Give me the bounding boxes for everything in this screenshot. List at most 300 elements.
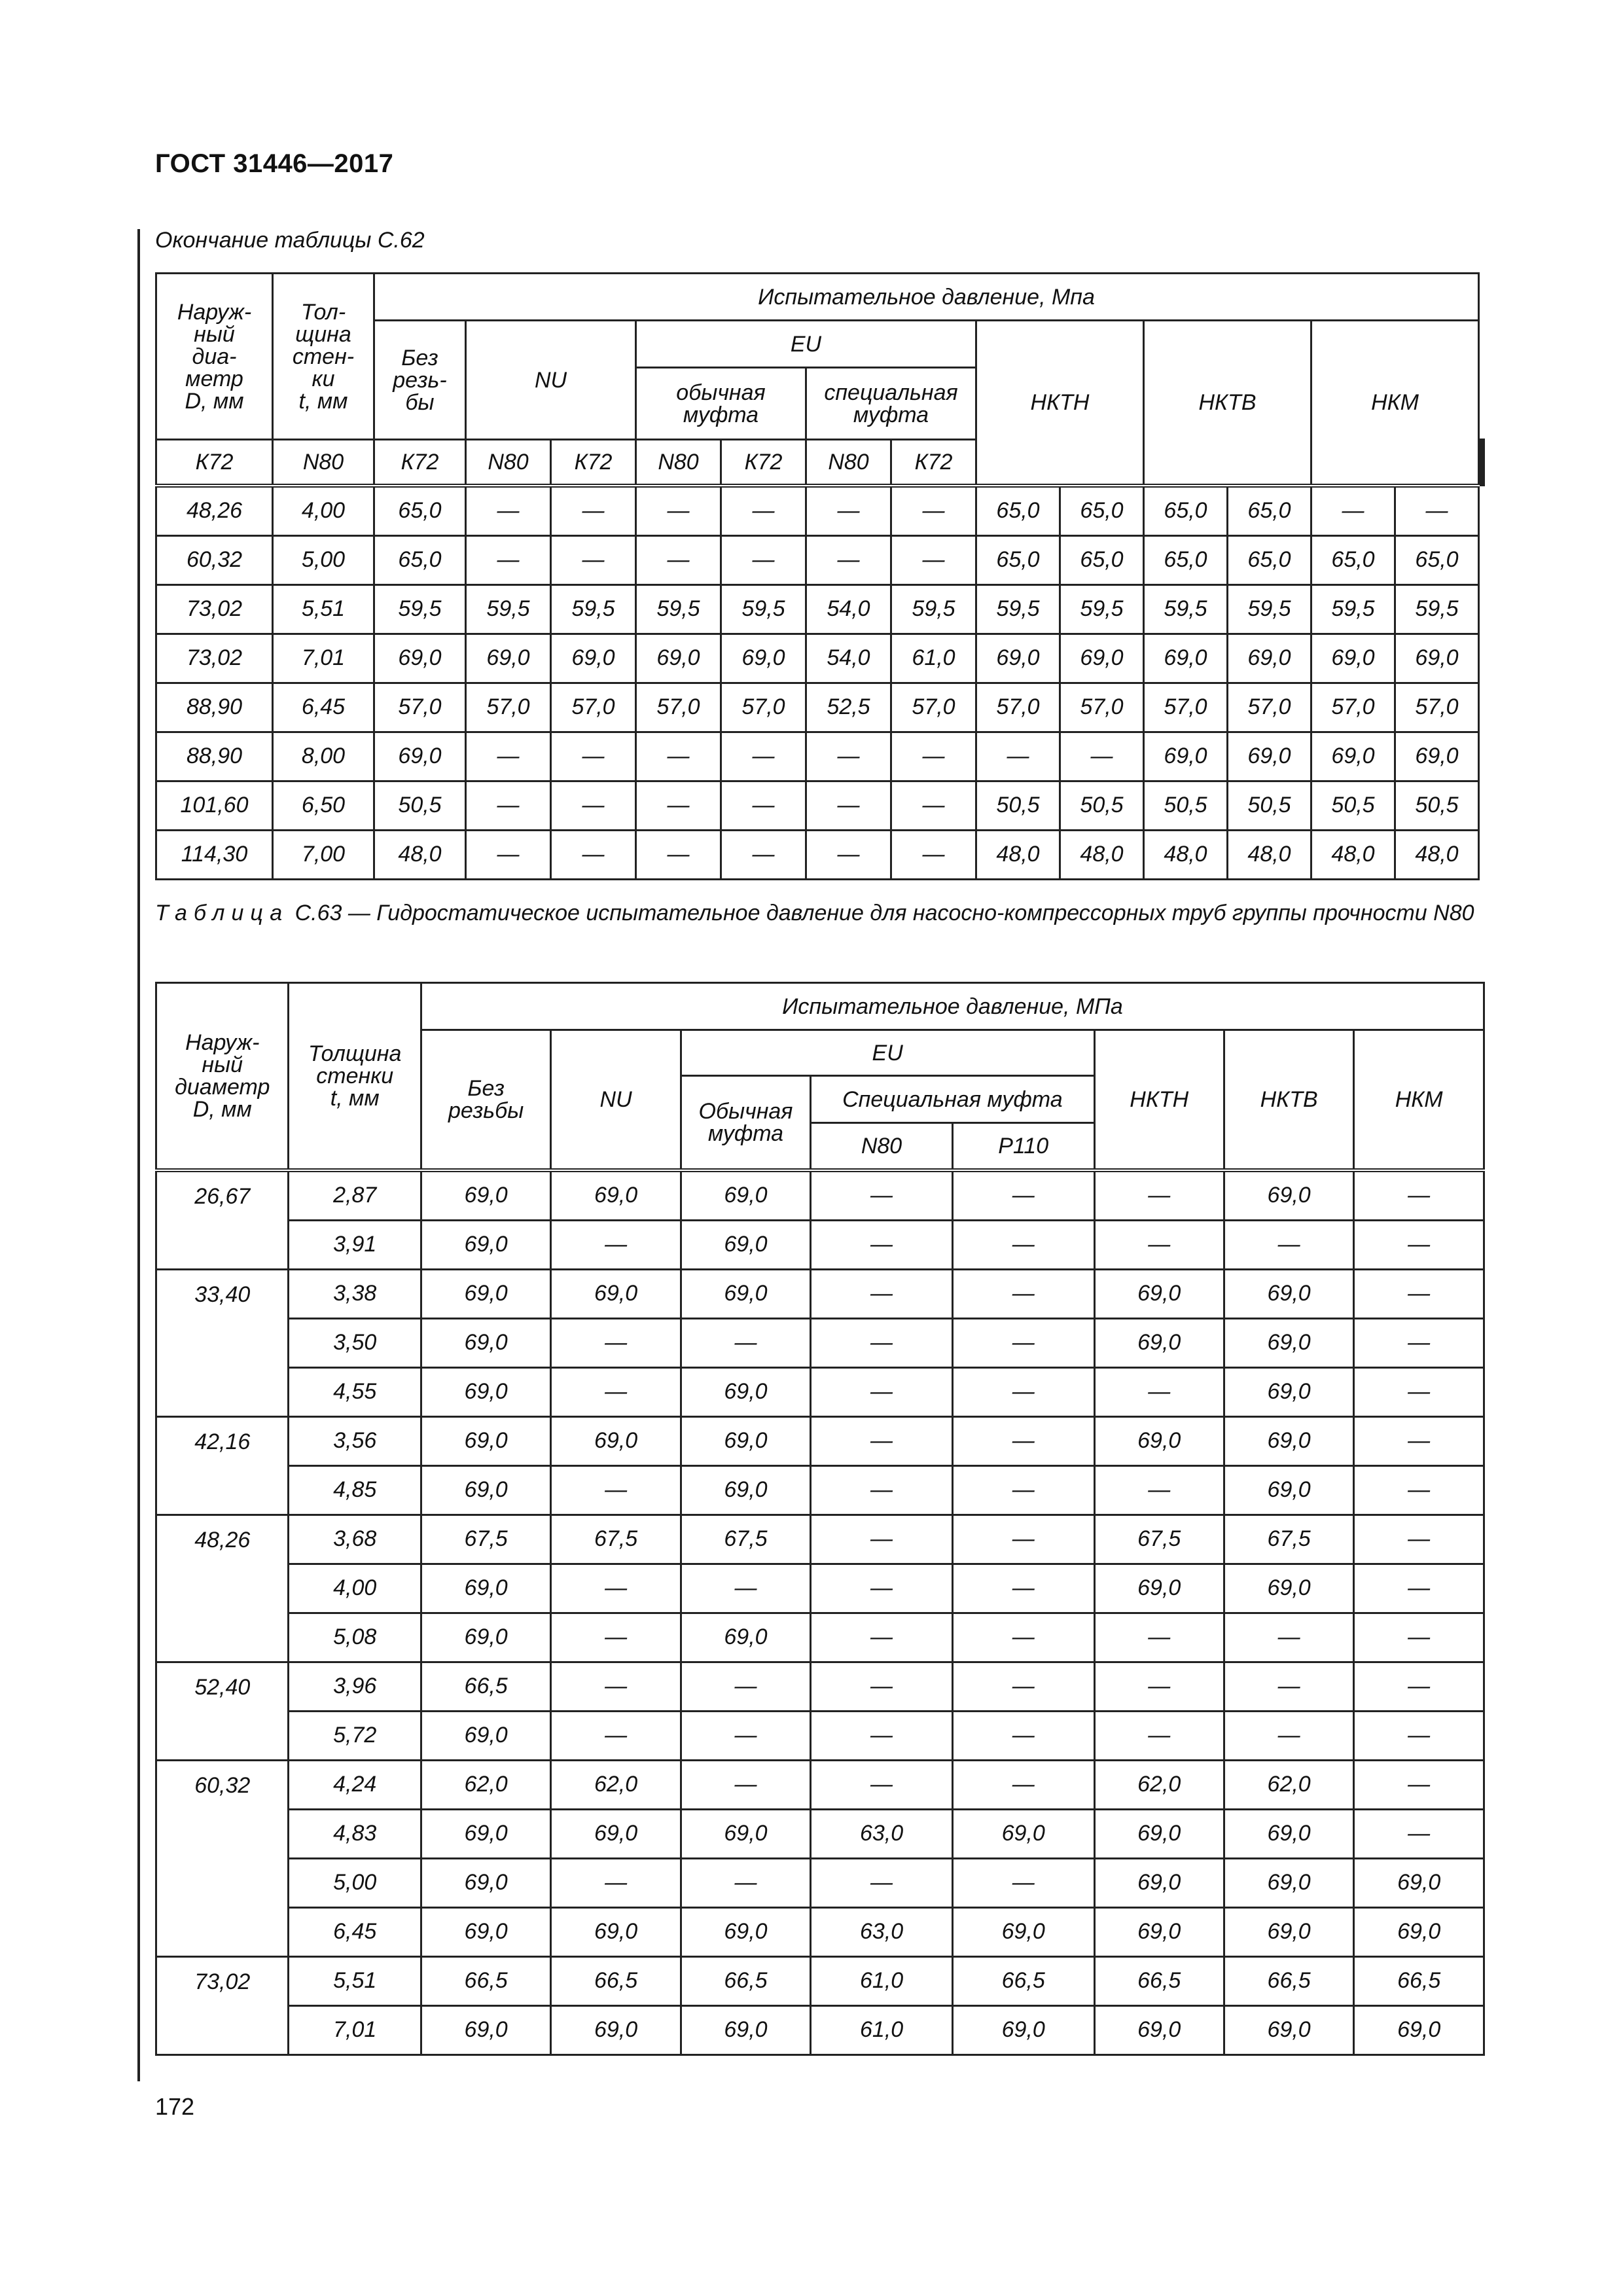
table-cell: 65,0 (374, 486, 466, 536)
table-cell: 48,0 (1228, 830, 1311, 879)
table-c63-body (156, 1170, 1484, 2055)
table-cell: 69,0 (1094, 1907, 1224, 1956)
table-cell: 69,0 (421, 1269, 550, 1318)
table-cell: — (952, 1416, 1094, 1465)
table-cell: 69,0 (681, 2005, 810, 2054)
table-cell: — (952, 1711, 1094, 1760)
table-row (156, 683, 1484, 732)
table-cell: 69,0 (1094, 1318, 1224, 1367)
table-cell: — (466, 486, 551, 536)
table-cell: 101,60 (156, 781, 273, 830)
table-cell: 69,0 (681, 1907, 810, 1956)
table-cell: — (551, 1220, 681, 1269)
header-grade-cell: N80 (806, 440, 891, 486)
table-cell: 5,08 (289, 1613, 421, 1662)
table-cell: — (1094, 1367, 1224, 1416)
table-cell: — (1094, 1662, 1224, 1711)
table-cell: 69,0 (1311, 634, 1395, 683)
table-cell: 4,00 (289, 1564, 421, 1613)
table-cell: 5,00 (273, 535, 374, 584)
table-cell: 50,5 (976, 781, 1060, 830)
table-cell: — (551, 535, 636, 584)
caption-text: С.63 — Гидростатическое испытательное давление для насосно-компрессорных труб группы прочности N80 (289, 901, 1474, 925)
table-cell: 48,26 (156, 486, 273, 536)
table-cell: 3,38 (289, 1269, 421, 1318)
header-special-p110: P110 (952, 1123, 1094, 1170)
table-cell: — (1354, 1515, 1484, 1564)
table-cell: 69,0 (681, 1170, 810, 1221)
table-cell: 57,0 (1395, 683, 1479, 732)
table-cell: — (636, 781, 721, 830)
table-row (156, 535, 1484, 584)
table-cell: 66,5 (421, 1956, 550, 2005)
table-row (156, 584, 1484, 634)
table-c62-body (156, 486, 1484, 880)
table-row (156, 1564, 1484, 1613)
table-cell: 65,0 (976, 486, 1060, 536)
table-cell: 59,5 (976, 584, 1060, 634)
table-cell: 69,0 (1311, 732, 1395, 781)
table-cell: — (551, 1465, 681, 1515)
table-cell: — (811, 1318, 953, 1367)
header-grade-cell: N80 (466, 440, 551, 486)
header-nktn: НКТН (1094, 1030, 1224, 1170)
table-cell: 69,0 (1228, 634, 1311, 683)
table-cell: 69,0 (421, 1465, 550, 1515)
table-cell: — (1354, 1711, 1484, 1760)
table-cell: 69,0 (681, 1367, 810, 1416)
table-cell: 69,0 (681, 1220, 810, 1269)
table-cell: 4,83 (289, 1809, 421, 1858)
header-test-pressure: Испытательное давление, МПа (421, 983, 1484, 1030)
table-cell: — (806, 830, 891, 879)
table-row (156, 1613, 1484, 1662)
table-cell: 114,30 (156, 830, 273, 879)
table-cell: — (952, 1318, 1094, 1367)
table-cell: 66,5 (952, 1956, 1094, 2005)
table-row (156, 1170, 1484, 1221)
table-cell: 57,0 (636, 683, 721, 732)
table-cell: — (952, 1760, 1094, 1809)
header-grade-cell: К72 (374, 440, 466, 486)
table-cell: 57,0 (551, 683, 636, 732)
table-cell: 62,0 (421, 1760, 550, 1809)
table-cell: 57,0 (1144, 683, 1228, 732)
table-cell: 69,0 (421, 1711, 550, 1760)
table-cell: — (681, 1318, 810, 1367)
table-cell: — (952, 1170, 1094, 1221)
table-cell: — (952, 1367, 1094, 1416)
table-cell: 69,0 (952, 1907, 1094, 1956)
table-cell: 54,0 (806, 634, 891, 683)
table-cell: — (466, 535, 551, 584)
table-cell: 65,0 (1311, 535, 1395, 584)
margin-change-bar (137, 229, 140, 2081)
table-cell: 69,0 (1094, 1858, 1224, 1907)
table-row (156, 1858, 1484, 1907)
table-cell: 3,68 (289, 1515, 421, 1564)
table-cell: 69,0 (1228, 732, 1311, 781)
table-cell: 7,00 (273, 830, 374, 879)
table-cell: 65,0 (1228, 486, 1311, 536)
table-cell: 57,0 (976, 683, 1060, 732)
table-cell: 6,45 (273, 683, 374, 732)
table-cell: 57,0 (374, 683, 466, 732)
table-cell: — (1354, 1662, 1484, 1711)
table-cell: 66,5 (681, 1956, 810, 2005)
table-cell: 69,0 (1224, 1416, 1353, 1465)
table-cell: 69,0 (421, 1564, 550, 1613)
table-cell: — (891, 830, 976, 879)
table-cell: 6,50 (273, 781, 374, 830)
table-cell: 63,0 (811, 1907, 953, 1956)
table-cell: 5,51 (289, 1956, 421, 2005)
table-cell: — (466, 781, 551, 830)
table-cell: 69,0 (551, 634, 636, 683)
table-cell: 4,85 (289, 1465, 421, 1515)
table-cell: 69,0 (1224, 1318, 1353, 1367)
table-cell: — (636, 830, 721, 879)
diameter-cell: 48,26 (156, 1515, 289, 1662)
table-cell: — (721, 732, 806, 781)
header-eu: EU (681, 1030, 1094, 1076)
table-row (156, 1269, 1484, 1318)
table-row (156, 1367, 1484, 1416)
header-plain-end: Без резь- бы (374, 321, 466, 440)
table-cell: 69,0 (1354, 1907, 1484, 1956)
table-cell: — (952, 1613, 1094, 1662)
table-cell: 69,0 (1224, 1367, 1353, 1416)
table-cell: — (811, 1416, 953, 1465)
table-cell: 69,0 (1060, 634, 1144, 683)
table-cell: 57,0 (466, 683, 551, 732)
table-cell: — (551, 1711, 681, 1760)
table-cell: 69,0 (952, 1809, 1094, 1858)
diameter-cell: 26,67 (156, 1170, 289, 1270)
table-cell: — (811, 1662, 953, 1711)
table-cell: — (1354, 1809, 1484, 1858)
table-cell: 3,96 (289, 1662, 421, 1711)
table-cell: 5,00 (289, 1858, 421, 1907)
table-row (156, 634, 1484, 683)
table-cell: — (721, 486, 806, 536)
table-cell: 69,0 (1094, 1269, 1224, 1318)
table-cell: 66,5 (1354, 1956, 1484, 2005)
table-cell: — (551, 1613, 681, 1662)
table-cell: — (1094, 1170, 1224, 1221)
table-cell: 69,0 (721, 634, 806, 683)
table-cell: — (636, 732, 721, 781)
table-cell: 59,5 (1228, 584, 1311, 634)
table-cell: — (551, 486, 636, 536)
table-cell: 65,0 (1060, 486, 1144, 536)
header-nu: NU (466, 321, 636, 440)
table-cell: 69,0 (952, 2005, 1094, 2054)
table-cell: 69,0 (681, 1465, 810, 1515)
table-cell: 69,0 (421, 1613, 550, 1662)
table-cell: 69,0 (1224, 1564, 1353, 1613)
table-cell: 69,0 (1094, 2005, 1224, 2054)
table-cell: 61,0 (811, 2005, 953, 2054)
table-cell: 69,0 (421, 1170, 550, 1221)
diameter-cell: 60,32 (156, 1760, 289, 1956)
table-cell: — (1354, 1367, 1484, 1416)
header-grade-cell: К72 (721, 440, 806, 486)
header-grade-cell: N80 (273, 440, 374, 486)
table-cell: 57,0 (721, 683, 806, 732)
header-grade-cell: К72 (891, 440, 976, 486)
table-cell: 48,0 (1144, 830, 1228, 879)
table-c62 (155, 272, 1485, 880)
table-cell: — (551, 732, 636, 781)
caption-label: Таблица (155, 901, 289, 925)
table-cell: 59,5 (636, 584, 721, 634)
table-row (156, 830, 1484, 879)
table-cell: 66,5 (1094, 1956, 1224, 2005)
table-cell: 61,0 (811, 1956, 953, 2005)
table-cell: — (551, 1564, 681, 1613)
table-cell: — (1094, 1711, 1224, 1760)
table-cell: 69,0 (1144, 732, 1228, 781)
table-cell: — (1224, 1662, 1353, 1711)
table-cell: — (811, 1760, 953, 1809)
table-row (156, 1220, 1484, 1269)
table-cell: 69,0 (421, 1858, 550, 1907)
table-cell: 69,0 (1354, 2005, 1484, 2054)
table-cell: 66,5 (551, 1956, 681, 2005)
table-cell: 69,0 (421, 1416, 550, 1465)
table-cell: — (681, 1711, 810, 1760)
table-cell: 7,01 (289, 2005, 421, 2054)
table-cell: — (721, 535, 806, 584)
table-row (156, 1711, 1484, 1760)
table-cell: — (1224, 1220, 1353, 1269)
table-cell: — (811, 1367, 953, 1416)
table-row (156, 1465, 1484, 1515)
table-cell: 65,0 (1144, 486, 1228, 536)
table-cell: — (811, 1220, 953, 1269)
table-cell: 69,0 (421, 1318, 550, 1367)
table-cell: 69,0 (681, 1613, 810, 1662)
table-cell: 69,0 (681, 1809, 810, 1858)
table-cell: — (806, 732, 891, 781)
header-eu: EU (636, 321, 976, 368)
table-cell: 69,0 (1224, 1907, 1353, 1956)
table-cell: 59,5 (1311, 584, 1395, 634)
header-nktn: НКТН (976, 321, 1144, 486)
table-cell: 54,0 (806, 584, 891, 634)
header-grade-cell: К72 (156, 440, 273, 486)
table-cell: — (811, 1564, 953, 1613)
table-cell: 3,50 (289, 1318, 421, 1367)
table-cell: — (1094, 1613, 1224, 1662)
table-cell: 69,0 (551, 1907, 681, 1956)
table-cell: 69,0 (421, 1809, 550, 1858)
table-cell: 50,5 (1311, 781, 1395, 830)
table-cell: 63,0 (811, 1809, 953, 1858)
table-cell: — (636, 535, 721, 584)
table-cell: 88,90 (156, 732, 273, 781)
page-number: 172 (155, 2093, 195, 2120)
table-cell: 57,0 (891, 683, 976, 732)
table-cell: — (551, 1858, 681, 1907)
table-cell: — (891, 732, 976, 781)
table-cell: 57,0 (1228, 683, 1311, 732)
table-cell: — (1060, 732, 1144, 781)
table-cell: 69,0 (1224, 1269, 1353, 1318)
table-cell: — (721, 830, 806, 879)
table-cell: 4,55 (289, 1367, 421, 1416)
table-cell: 69,0 (1094, 1416, 1224, 1465)
table-cell: — (1354, 1416, 1484, 1465)
table-cell: — (976, 732, 1060, 781)
header-nkm: НКМ (1354, 1030, 1484, 1170)
table-row (156, 486, 1484, 536)
document-header: ГОСТ 31446—2017 (155, 149, 394, 178)
table-cell: 4,24 (289, 1760, 421, 1809)
table-cell: 66,5 (421, 1662, 550, 1711)
table-cell: — (1094, 1220, 1224, 1269)
table-cell: — (1354, 1170, 1484, 1221)
table-cell: 52,5 (806, 683, 891, 732)
table-cell: 48,0 (1060, 830, 1144, 879)
table-cell: 65,0 (1060, 535, 1144, 584)
table-cell: 5,51 (273, 584, 374, 634)
table-cell: 5,72 (289, 1711, 421, 1760)
table-cell: — (806, 486, 891, 536)
table-c63-caption (155, 898, 1484, 928)
table-cell: — (811, 1465, 953, 1515)
table-cell: 69,0 (1144, 634, 1228, 683)
table-cell: 59,5 (466, 584, 551, 634)
header-test-pressure: Испытательное давление, Мпа (374, 274, 1479, 321)
table-row (156, 1416, 1484, 1465)
table-cell: 69,0 (374, 634, 466, 683)
table-cell: — (721, 781, 806, 830)
header-nkm: НКМ (1311, 321, 1479, 486)
table-cell: 50,5 (1144, 781, 1228, 830)
table-cell: 69,0 (1354, 1858, 1484, 1907)
table-cell: 48,0 (374, 830, 466, 879)
table-cell: 65,0 (374, 535, 466, 584)
table-cell: 59,5 (551, 584, 636, 634)
table-row (156, 1760, 1484, 1809)
table-cell: 69,0 (1224, 1465, 1353, 1515)
table-cell: 69,0 (681, 1416, 810, 1465)
table-cell: — (681, 1564, 810, 1613)
table-row (156, 732, 1484, 781)
table-cell: 48,0 (1311, 830, 1395, 879)
table-cell: — (891, 535, 976, 584)
table-cell: — (1354, 1220, 1484, 1269)
table-cell: 67,5 (551, 1515, 681, 1564)
table-cell: 69,0 (421, 1367, 550, 1416)
table-cell: 65,0 (1228, 535, 1311, 584)
table-row (156, 1956, 1484, 2005)
table-cell: — (1224, 1613, 1353, 1662)
table-cell: 69,0 (421, 1220, 550, 1269)
table-cell: — (1311, 486, 1395, 536)
table-cell: — (1354, 1269, 1484, 1318)
table-cell: — (952, 1515, 1094, 1564)
table-cell: 67,5 (1224, 1515, 1353, 1564)
table-cell: 66,5 (1224, 1956, 1353, 2005)
table-cell: 69,0 (1094, 1809, 1224, 1858)
table-cell: 69,0 (636, 634, 721, 683)
diameter-cell: 33,40 (156, 1269, 289, 1416)
table-cell: 59,5 (1395, 584, 1479, 634)
header-wall-thickness: Тол- щина стен- ки t, мм (273, 274, 374, 440)
table-cell: 59,5 (374, 584, 466, 634)
table-cell: — (681, 1662, 810, 1711)
table-cell: — (806, 535, 891, 584)
table-cell: 50,5 (1395, 781, 1479, 830)
table-cell: 69,0 (551, 1809, 681, 1858)
header-nktv: НКТВ (1224, 1030, 1353, 1170)
table-cell: 73,02 (156, 634, 273, 683)
table-cell: — (466, 732, 551, 781)
table-cell: 62,0 (1224, 1760, 1353, 1809)
table-cell: 2,87 (289, 1170, 421, 1221)
table-row (156, 781, 1484, 830)
table-cell: — (952, 1269, 1094, 1318)
table-row (156, 1662, 1484, 1711)
table-cell: — (636, 486, 721, 536)
table-cell: 60,32 (156, 535, 273, 584)
table-cell: — (1354, 1318, 1484, 1367)
table-cell: 59,5 (891, 584, 976, 634)
table-row (156, 1809, 1484, 1858)
table-cell: 65,0 (1144, 535, 1228, 584)
table-cell: 69,0 (1224, 2005, 1353, 2054)
table-row (156, 1907, 1484, 1956)
table-cell: 50,5 (1060, 781, 1144, 830)
table-cell: — (1354, 1613, 1484, 1662)
table-cell: 88,90 (156, 683, 273, 732)
table-cell: 69,0 (421, 2005, 550, 2054)
table-cell: 69,0 (421, 1907, 550, 1956)
table-cell: — (466, 830, 551, 879)
table-cell: 65,0 (976, 535, 1060, 584)
table-cell: 3,91 (289, 1220, 421, 1269)
table-cell: 48,0 (1395, 830, 1479, 879)
table-cell: 69,0 (551, 1269, 681, 1318)
table-cell: 69,0 (1224, 1809, 1353, 1858)
table-cell: — (952, 1858, 1094, 1907)
table-cell: — (1354, 1760, 1484, 1809)
table-cell: 69,0 (976, 634, 1060, 683)
header-grade-cell (1482, 440, 1484, 486)
table-c63 (155, 982, 1485, 2056)
table-cell: — (952, 1220, 1094, 1269)
table-row (156, 1318, 1484, 1367)
table-cell: 67,5 (1094, 1515, 1224, 1564)
table-cell: 59,5 (1144, 584, 1228, 634)
header-wall-thickness: Толщина стенки t, мм (289, 983, 421, 1170)
table-cell: — (891, 486, 976, 536)
table-cell: 6,45 (289, 1907, 421, 1956)
table-cell: — (1224, 1711, 1353, 1760)
table-cell: — (811, 1269, 953, 1318)
table-cell: — (1354, 1564, 1484, 1613)
table-row (156, 2005, 1484, 2054)
table-cell: 69,0 (466, 634, 551, 683)
table-cell: 48,0 (976, 830, 1060, 879)
table-cell: 67,5 (681, 1515, 810, 1564)
table-cell: 69,0 (1395, 732, 1479, 781)
table-cell: 69,0 (551, 1416, 681, 1465)
table-cell: 69,0 (1395, 634, 1479, 683)
